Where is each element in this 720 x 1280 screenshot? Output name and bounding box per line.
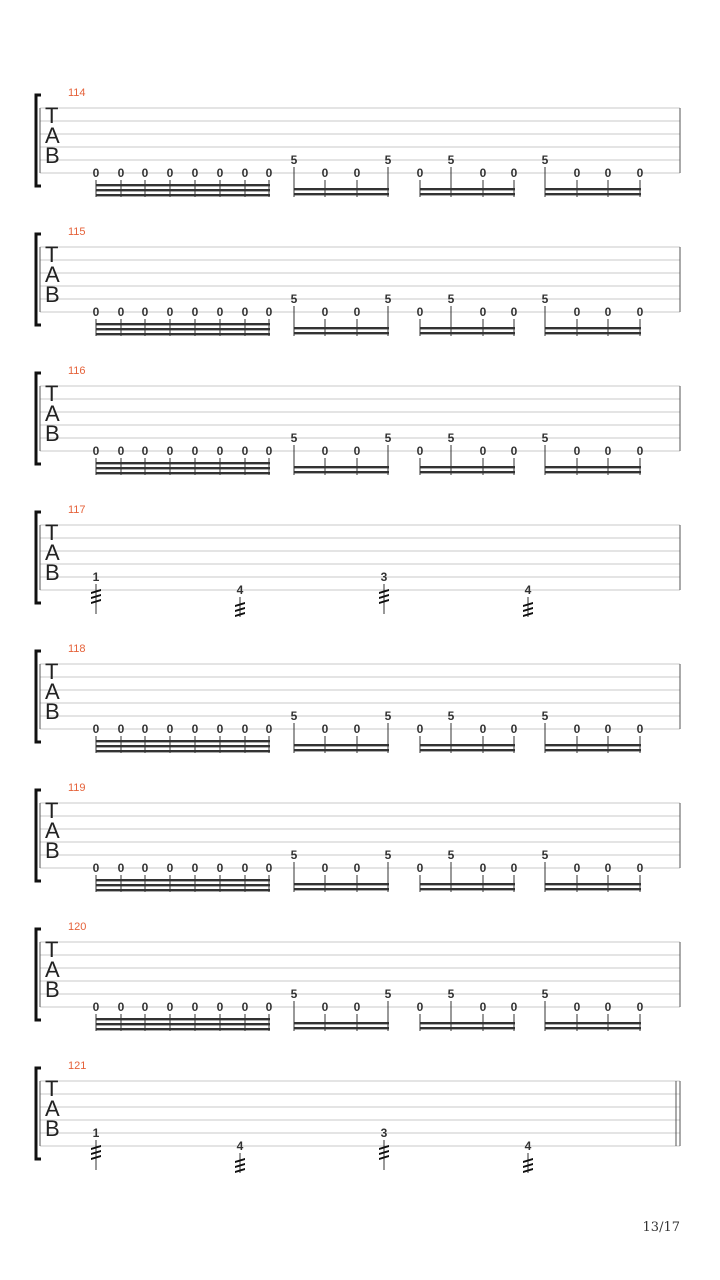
fret-number: 5 — [447, 987, 455, 1001]
fret-number: 0 — [510, 166, 518, 180]
note-beam — [545, 466, 641, 468]
tab-clef-t: T — [45, 242, 59, 267]
measure-number: 119 — [68, 782, 86, 794]
note-beam — [294, 327, 389, 329]
fret-number: 1 — [92, 1126, 100, 1140]
fret-number: 0 — [141, 305, 149, 319]
fret-number: 0 — [241, 305, 249, 319]
fret-number: 0 — [636, 166, 644, 180]
tab-clef-b: B — [45, 143, 60, 168]
note-beam — [294, 188, 389, 190]
note-beam — [96, 472, 270, 474]
fret-number: 4 — [524, 1139, 532, 1153]
note-beam — [96, 750, 270, 752]
note-beam — [294, 332, 389, 334]
note-beam — [420, 1027, 515, 1029]
fret-number: 0 — [265, 166, 273, 180]
fret-number: 3 — [380, 570, 388, 584]
fret-number: 0 — [416, 1000, 424, 1014]
note-beam — [96, 328, 270, 330]
fret-number: 5 — [447, 153, 455, 167]
fret-number: 5 — [384, 153, 392, 167]
note-beam — [96, 184, 270, 186]
note-beam — [545, 327, 641, 329]
fret-number: 0 — [92, 722, 100, 736]
fret-number: 0 — [636, 444, 644, 458]
fret-number: 0 — [510, 861, 518, 875]
fret-number: 5 — [290, 709, 298, 723]
fret-number: 0 — [191, 166, 199, 180]
note-beam — [96, 879, 270, 881]
note-beam — [420, 749, 515, 751]
tab-system — [36, 643, 680, 753]
tab-clef-t: T — [45, 798, 59, 823]
fret-number: 0 — [117, 722, 125, 736]
fret-number: 0 — [604, 722, 612, 736]
fret-number: 0 — [92, 166, 100, 180]
fret-number: 0 — [604, 166, 612, 180]
tab-clef-a: A — [45, 1096, 60, 1121]
fret-number: 5 — [384, 848, 392, 862]
fret-number: 0 — [241, 1000, 249, 1014]
note-beam — [294, 1027, 389, 1029]
note-beam — [96, 194, 270, 196]
measure-number: 121 — [68, 1060, 87, 1072]
fret-number: 0 — [92, 1000, 100, 1014]
fret-number: 5 — [290, 292, 298, 306]
fret-number: 5 — [541, 292, 549, 306]
note-beam — [96, 333, 270, 335]
note-beam — [545, 193, 641, 195]
fret-number: 0 — [241, 444, 249, 458]
fret-number: 0 — [353, 305, 361, 319]
fret-number: 5 — [541, 987, 549, 1001]
fret-number: 0 — [604, 305, 612, 319]
measure-number: 115 — [68, 226, 86, 238]
fret-number: 0 — [166, 861, 174, 875]
note-beam — [96, 1018, 270, 1020]
tab-clef-b: B — [45, 977, 60, 1002]
tab-clef-t: T — [45, 381, 59, 406]
fret-number: 0 — [573, 305, 581, 319]
fret-number: 0 — [92, 861, 100, 875]
fret-number: 0 — [416, 861, 424, 875]
fret-number: 0 — [92, 305, 100, 319]
fret-number: 0 — [141, 722, 149, 736]
fret-number: 0 — [573, 722, 581, 736]
tab-clef-a: A — [45, 262, 60, 287]
note-beam — [294, 1022, 389, 1024]
fret-number: 0 — [321, 861, 329, 875]
note-beam — [96, 889, 270, 891]
note-beam — [96, 745, 270, 747]
note-beam — [420, 888, 515, 890]
fret-number: 0 — [479, 166, 487, 180]
fret-number: 0 — [141, 1000, 149, 1014]
fret-number: 0 — [265, 305, 273, 319]
fret-number: 5 — [290, 848, 298, 862]
fret-number: 0 — [510, 305, 518, 319]
tab-system — [36, 1060, 680, 1173]
note-beam — [294, 466, 389, 468]
fret-number: 0 — [636, 722, 644, 736]
fret-number: 0 — [353, 861, 361, 875]
note-beam — [96, 1028, 270, 1030]
note-beam — [294, 883, 389, 885]
fret-number: 0 — [510, 1000, 518, 1014]
fret-number: 0 — [166, 305, 174, 319]
tab-clef-a: A — [45, 679, 60, 704]
note-beam — [545, 749, 641, 751]
fret-number: 5 — [447, 848, 455, 862]
fret-number: 0 — [479, 305, 487, 319]
fret-number: 0 — [321, 722, 329, 736]
fret-number: 0 — [573, 444, 581, 458]
fret-number: 0 — [353, 1000, 361, 1014]
note-beam — [96, 1023, 270, 1025]
fret-number: 0 — [353, 722, 361, 736]
note-beam — [420, 471, 515, 473]
fret-number: 0 — [216, 861, 224, 875]
tab-system — [36, 226, 680, 336]
tab-system — [36, 782, 680, 892]
fret-number: 0 — [117, 444, 125, 458]
fret-number: 0 — [117, 861, 125, 875]
tab-clef-t: T — [45, 520, 59, 545]
fret-number: 0 — [265, 444, 273, 458]
fret-number: 0 — [416, 166, 424, 180]
fret-number: 0 — [510, 444, 518, 458]
note-beam — [545, 888, 641, 890]
fret-number: 0 — [117, 166, 125, 180]
fret-number: 0 — [321, 305, 329, 319]
fret-number: 0 — [479, 861, 487, 875]
fret-number: 5 — [384, 292, 392, 306]
fret-number: 0 — [479, 444, 487, 458]
fret-number: 0 — [117, 1000, 125, 1014]
note-beam — [420, 327, 515, 329]
fret-number: 0 — [573, 1000, 581, 1014]
fret-number: 0 — [166, 722, 174, 736]
fret-number: 0 — [573, 166, 581, 180]
fret-number: 0 — [241, 722, 249, 736]
note-beam — [545, 744, 641, 746]
fret-number: 0 — [166, 444, 174, 458]
fret-number: 5 — [541, 848, 549, 862]
note-beam — [420, 193, 515, 195]
fret-number: 5 — [384, 709, 392, 723]
fret-number: 5 — [447, 431, 455, 445]
note-beam — [96, 189, 270, 191]
tab-clef-t: T — [45, 659, 59, 684]
fret-number: 0 — [604, 1000, 612, 1014]
note-beam — [420, 332, 515, 334]
note-beam — [545, 883, 641, 885]
tab-clef-b: B — [45, 838, 60, 863]
fret-number: 5 — [541, 153, 549, 167]
fret-number: 0 — [353, 166, 361, 180]
fret-number: 1 — [92, 570, 100, 584]
fret-number: 0 — [265, 861, 273, 875]
note-beam — [545, 332, 641, 334]
note-beam — [545, 188, 641, 190]
note-beam — [294, 888, 389, 890]
fret-number: 0 — [573, 861, 581, 875]
measure-number: 116 — [68, 365, 86, 377]
fret-number: 5 — [290, 431, 298, 445]
fret-number: 0 — [216, 444, 224, 458]
note-beam — [294, 749, 389, 751]
fret-number: 0 — [166, 166, 174, 180]
fret-number: 0 — [604, 444, 612, 458]
tab-system — [36, 365, 680, 475]
fret-number: 0 — [353, 444, 361, 458]
tab-clef-a: A — [45, 401, 60, 426]
fret-number: 0 — [604, 861, 612, 875]
note-beam — [420, 1022, 515, 1024]
tab-clef-b: B — [45, 699, 60, 724]
note-beam — [96, 884, 270, 886]
note-beam — [96, 467, 270, 469]
tab-clef-b: B — [45, 560, 60, 585]
fret-number: 5 — [384, 987, 392, 1001]
fret-number: 0 — [241, 861, 249, 875]
tab-system — [36, 87, 680, 197]
fret-number: 4 — [236, 583, 244, 597]
note-beam — [294, 193, 389, 195]
tab-clef-a: A — [45, 818, 60, 843]
note-beam — [545, 1022, 641, 1024]
note-beam — [420, 466, 515, 468]
fret-number: 3 — [380, 1126, 388, 1140]
fret-number: 0 — [216, 166, 224, 180]
tab-clef-b: B — [45, 421, 60, 446]
fret-number: 0 — [510, 722, 518, 736]
note-beam — [96, 740, 270, 742]
note-beam — [96, 323, 270, 325]
tab-clef-a: A — [45, 540, 60, 565]
fret-number: 0 — [191, 1000, 199, 1014]
note-beam — [420, 744, 515, 746]
fret-number: 0 — [479, 722, 487, 736]
fret-number: 0 — [636, 305, 644, 319]
fret-number: 5 — [384, 431, 392, 445]
fret-number: 0 — [321, 444, 329, 458]
note-beam — [96, 462, 270, 464]
fret-number: 0 — [636, 861, 644, 875]
tab-system — [36, 504, 680, 617]
fret-number: 0 — [141, 444, 149, 458]
fret-number: 0 — [216, 305, 224, 319]
fret-number: 0 — [191, 722, 199, 736]
note-beam — [294, 471, 389, 473]
fret-number: 0 — [191, 305, 199, 319]
measure-number: 117 — [68, 504, 86, 516]
fret-number: 0 — [117, 305, 125, 319]
fret-number: 0 — [241, 166, 249, 180]
tab-clef-b: B — [45, 1116, 60, 1141]
note-beam — [420, 188, 515, 190]
fret-number: 0 — [191, 861, 199, 875]
note-beam — [545, 1027, 641, 1029]
tab-system — [36, 921, 680, 1031]
tab-clef-t: T — [45, 103, 59, 128]
fret-number: 0 — [141, 166, 149, 180]
fret-number: 0 — [216, 1000, 224, 1014]
note-beam — [420, 883, 515, 885]
fret-number: 4 — [524, 583, 532, 597]
fret-number: 0 — [265, 722, 273, 736]
note-beam — [294, 744, 389, 746]
fret-number: 0 — [191, 444, 199, 458]
note-beam — [545, 471, 641, 473]
fret-number: 0 — [265, 1000, 273, 1014]
fret-number: 0 — [416, 305, 424, 319]
fret-number: 0 — [636, 1000, 644, 1014]
fret-number: 5 — [541, 709, 549, 723]
fret-number: 0 — [216, 722, 224, 736]
fret-number: 5 — [447, 292, 455, 306]
fret-number: 0 — [92, 444, 100, 458]
fret-number: 0 — [166, 1000, 174, 1014]
fret-number: 0 — [479, 1000, 487, 1014]
measure-number: 118 — [68, 643, 86, 655]
fret-number: 5 — [290, 987, 298, 1001]
fret-number: 0 — [416, 444, 424, 458]
tab-clef-a: A — [45, 957, 60, 982]
tab-clef-a: A — [45, 123, 60, 148]
measure-number: 120 — [68, 921, 87, 933]
page-number: 13/17 — [642, 1220, 680, 1235]
fret-number: 5 — [290, 153, 298, 167]
tab-clef-b: B — [45, 282, 60, 307]
measure-number: 114 — [68, 87, 86, 99]
fret-number: 5 — [447, 709, 455, 723]
fret-number: 0 — [416, 722, 424, 736]
fret-number: 0 — [321, 1000, 329, 1014]
tab-clef-t: T — [45, 1076, 59, 1101]
fret-number: 0 — [141, 861, 149, 875]
fret-number: 0 — [321, 166, 329, 180]
fret-number: 5 — [541, 431, 549, 445]
fret-number: 4 — [236, 1139, 244, 1153]
tab-clef-t: T — [45, 937, 59, 962]
